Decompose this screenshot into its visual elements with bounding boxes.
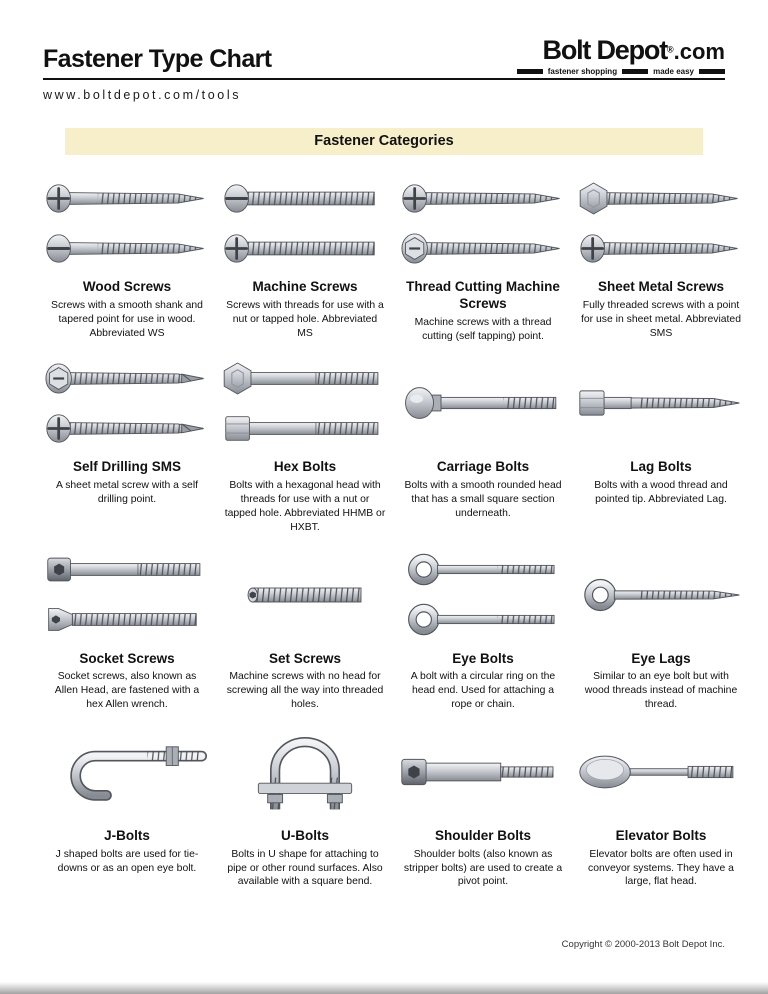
elevator-bolt-icon: [577, 746, 745, 798]
category-description: A bolt with a circular ring on the head end. Used for attaching a rope or chain.: [410, 671, 556, 711]
category-cell-eye-lags: [577, 541, 745, 712]
eye-lag-icon: [577, 569, 745, 621]
boltdepot-logo: [517, 35, 725, 78]
categories-grid: [43, 169, 741, 889]
eye-lags-illustration: [577, 541, 745, 649]
category-cell-machine-screws: [221, 169, 389, 343]
eye-bolt-icon: [401, 547, 565, 592]
machine-screws-illustration: [221, 169, 389, 277]
logo-tagline: [517, 67, 725, 76]
round-head-slotted-wood-screw-icon: [45, 226, 209, 271]
logo-com-suffix: .com: [673, 39, 725, 64]
socket-screws-illustration: [43, 541, 211, 649]
category-name: Machine Screws: [252, 279, 358, 294]
category-name: J-Bolts: [104, 827, 150, 843]
fastener-categories-banner: Fastener Categories: [65, 128, 703, 155]
eye-bolt-icon: [401, 597, 565, 642]
category-cell-carriage-bolts: [399, 349, 567, 534]
hex-washer-thread-cutting-screw-icon: [401, 226, 565, 271]
site-url: www.boltdepot.com/tools: [43, 88, 242, 102]
category-cell-thread-cutting-machine-screws: [399, 169, 567, 343]
category-name: Sheet Metal Screws: [597, 279, 725, 294]
elevator-bolts-illustration: [577, 718, 745, 826]
category-description: Shoulder bolts (also known as stripper bolts) are used to create a pivot point.: [403, 848, 563, 888]
phillips-thread-cutting-screw-icon: [401, 176, 565, 221]
category-description: Machine screws with a thread cutting (self tapping) point.: [414, 316, 552, 342]
logo-registered-mark: ®: [667, 44, 674, 55]
eye-bolts-illustration: [399, 541, 567, 649]
shoulder-bolt-icon: [399, 746, 567, 798]
category-cell-wood-screws: [43, 169, 211, 343]
tagline-bar-icon: [699, 69, 725, 74]
j-bolt-icon: [43, 740, 211, 804]
sheet-metal-screws-illustration: [577, 169, 745, 277]
category-description: Similar to an eye bolt but with wood threads instead of machine thread.: [584, 671, 738, 711]
category-cell-elevator-bolts: [577, 718, 745, 889]
u-bolt-icon: [221, 729, 389, 815]
hex-bolt-side-view-icon: [223, 406, 387, 451]
category-description: Fully threaded screws with a point for use in sheet metal. Abbreviated SMS: [581, 299, 741, 339]
category-cell-eye-bolts: [399, 541, 567, 712]
category-name: Socket Screws: [79, 650, 175, 666]
j-bolts-illustration: [43, 718, 211, 826]
category-name: Eye Bolts: [452, 650, 514, 666]
category-description: Elevator bolts are often used in conveyor systems. They have a large, flat head.: [588, 848, 734, 888]
category-name: Wood Screws: [82, 279, 172, 294]
category-name: U-Bolts: [281, 827, 329, 843]
set-screw-icon: [221, 569, 389, 621]
slotted-machine-screw-icon: [223, 176, 387, 221]
logo-wordmark: [517, 35, 725, 65]
hex-bolt-face-view-icon: [223, 356, 387, 401]
category-description: Bolts with a wood thread and pointed tip. Abbreviated Lag.: [594, 480, 728, 506]
lag-bolts-illustration: [577, 349, 745, 457]
hex-bolts-illustration: [221, 349, 389, 457]
copyright-notice: Copyright © 2000-2013 Bolt Depot Inc.: [561, 939, 725, 950]
carriage-bolts-illustration: [399, 349, 567, 457]
header-divider: [43, 78, 725, 80]
tagline-bar-icon: [517, 69, 543, 74]
phillips-machine-screw-icon: [223, 226, 387, 271]
category-cell-shoulder-bolts: [399, 718, 567, 889]
thread-cutting-screws-illustration: [399, 169, 567, 277]
hex-washer-self-drilling-screw-icon: [45, 356, 209, 401]
lag-bolt-icon: [577, 377, 745, 429]
category-cell-lag-bolts: [577, 349, 745, 534]
category-description: A sheet metal screw with a self drilling point.: [55, 480, 199, 506]
category-cell-socket-screws: [43, 541, 211, 712]
page-title: Fastener Type Chart: [43, 45, 272, 73]
category-description: Bolts in U shape for attaching to pipe or other round surfaces. Also available with a square bend.: [227, 848, 383, 888]
category-name: Hex Bolts: [273, 459, 337, 475]
category-description: Bolts with a smooth rounded head that has a small square section underneath.: [404, 480, 562, 519]
tagline-left: fastener shopping: [547, 67, 618, 76]
category-description: Screws with threads for use with a nut or tapped hole. Abbreviated MS: [226, 299, 384, 339]
category-name: Carriage Bolts: [436, 459, 530, 475]
u-bolts-illustration: [221, 718, 389, 826]
category-cell-sheet-metal-screws: [577, 169, 745, 343]
page-header: [43, 35, 725, 78]
self-drilling-sms-illustration: [43, 349, 211, 457]
category-description: Machine screws with no head for screwing all the way into threaded holes.: [226, 671, 384, 711]
category-cell-hex-bolts: [221, 349, 389, 534]
hex-head-sheet-metal-screw-icon: [579, 176, 743, 221]
category-name: Eye Lags: [631, 650, 691, 666]
category-name: Self Drilling SMS: [72, 459, 181, 475]
carriage-bolt-icon: [399, 377, 567, 429]
category-name: Lag Bolts: [630, 459, 692, 475]
phillips-sheet-metal-screw-icon: [579, 226, 743, 271]
logo-name: Bolt Depot: [542, 35, 667, 65]
category-description: J shaped bolts are used for tie-downs or as an open eye bolt.: [55, 848, 199, 874]
category-cell-j-bolts: [43, 718, 211, 889]
socket-cap-screw-icon: [45, 547, 209, 592]
tagline-bar-icon: [622, 69, 648, 74]
flat-head-phillips-wood-screw-icon: [45, 176, 209, 221]
category-name: Shoulder Bolts: [434, 827, 531, 843]
wood-screws-illustration: [43, 169, 211, 277]
socket-flat-screw-icon: [45, 597, 209, 642]
category-description: Bolts with a hexagonal head with threads for use with a nut or tapped hole. Abbreviated HHMB or HXBT.: [224, 480, 386, 533]
phillips-self-drilling-screw-icon: [45, 406, 209, 451]
category-name: Elevator Bolts: [615, 827, 707, 843]
set-screws-illustration: [221, 541, 389, 649]
page-bottom-shadow: [0, 982, 768, 994]
category-name: Set Screws: [268, 650, 342, 666]
category-cell-set-screws: [221, 541, 389, 712]
category-cell-self-drilling-sms: [43, 349, 211, 534]
category-description: Screws with a smooth shank and tapered point for use in wood. Abbreviated WS: [51, 299, 203, 339]
category-description: Socket screws, also known as Allen Head, are fastened with a hex Allen wrench.: [54, 671, 200, 711]
category-cell-u-bolts: [221, 718, 389, 889]
shoulder-bolts-illustration: [399, 718, 567, 826]
tagline-right: made easy: [653, 67, 694, 76]
category-name: Thread Cutting Machine Screws: [406, 279, 560, 311]
